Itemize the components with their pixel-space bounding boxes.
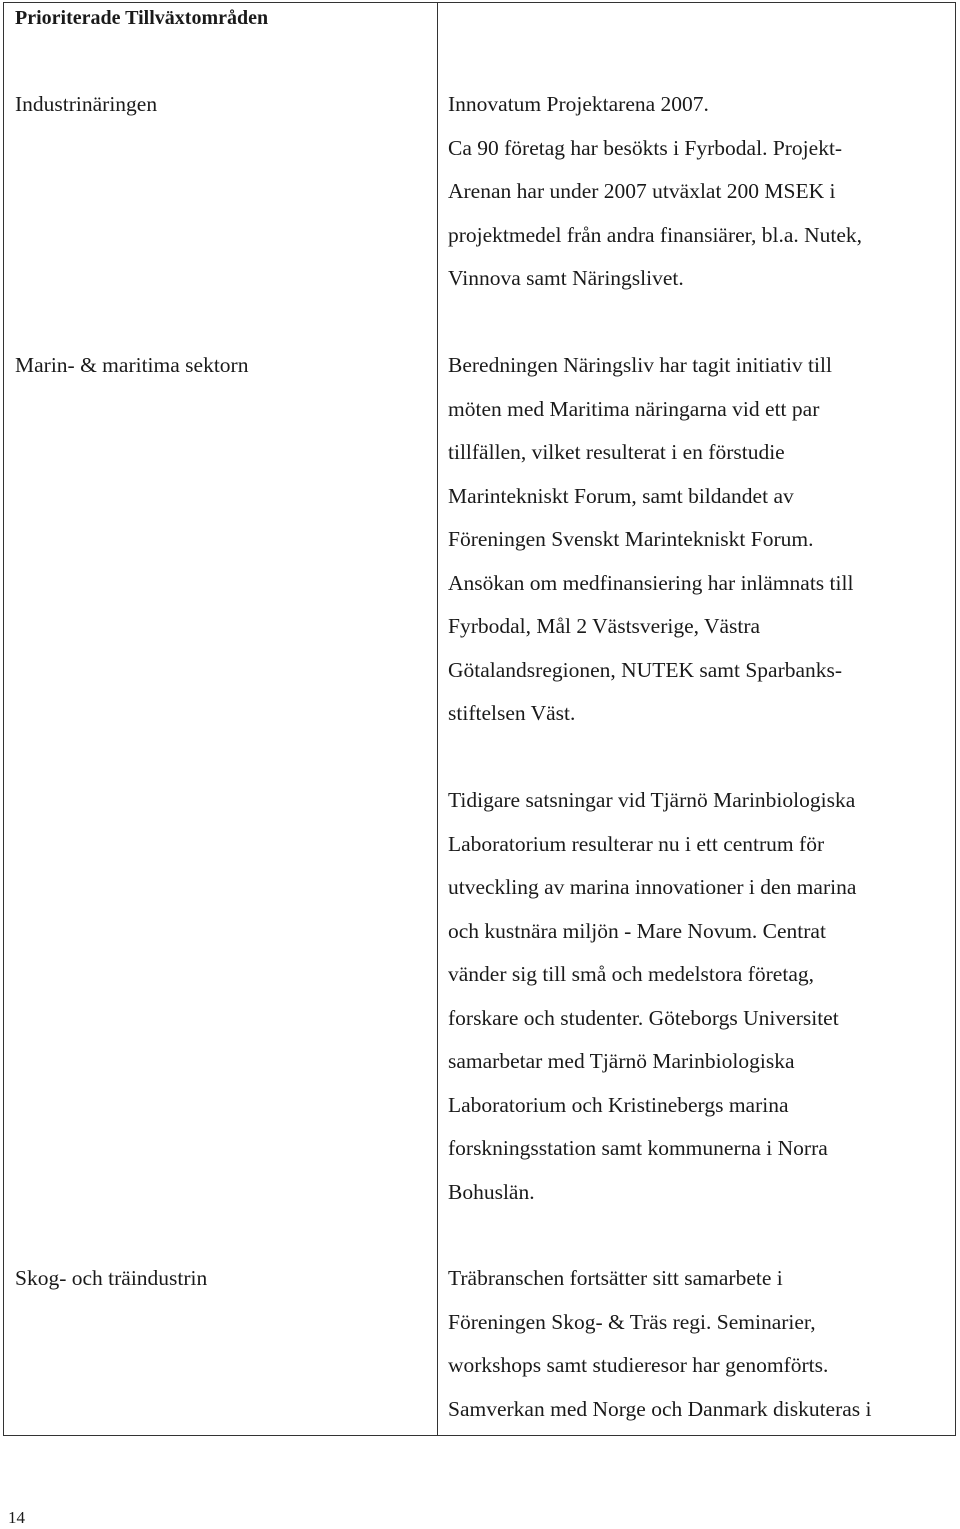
description-line: utveckling av marina innovationer i den marina (448, 875, 857, 899)
description-line: Träbranschen fortsätter sitt samarbete i (448, 1266, 783, 1290)
description-line: Vinnova samt Näringslivet. (448, 266, 684, 290)
description-line: Laboratorium resulterar nu i ett centrum för (448, 831, 825, 856)
description-line: Marintekniskt Forum, samt bildandet av (448, 483, 794, 508)
description-line: projektmedel från andra finansiärer, bl.a. Nutek, (448, 222, 863, 247)
page-number: 14 (8, 1508, 25, 1527)
description-line: vänder sig till små och medelstora företag, (448, 962, 814, 986)
description-line: Fyrbodal, Mål 2 Västsverige, Västra (448, 614, 761, 638)
description-line: Samverkan med Norge och Danmark diskuteras i (448, 1396, 872, 1421)
description-line: Götalandsregionen, NUTEK samt Sparbanks- (448, 657, 843, 682)
description-line: forskningsstation samt kommunerna i Norra (448, 1136, 828, 1160)
description-line: Arenan har under 2007 utväxlat 200 MSEK i (448, 179, 836, 203)
description-line: Tidigare satsningar vid Tjärnö Marinbiologiska (448, 788, 856, 812)
description-line: Laboratorium och Kristinebergs marina (448, 1092, 789, 1117)
table-title: Prioriterade Tillväxtområden (15, 7, 269, 29)
description-line: tillfällen, vilket resulterat i en förstudie (448, 440, 785, 464)
description-line: stiftelsen Väst. (448, 701, 576, 725)
description-line: forskare och studenter. Göteborgs Universitet (448, 1005, 839, 1030)
description-line: Ansökan om medfinansiering har inlämnats till (448, 570, 854, 595)
description-line: samarbetar med Tjärnö Marinbiologiska (448, 1049, 795, 1073)
area-label-forestry: Skog- och träindustrin (15, 1266, 208, 1290)
area-label-industry: Industrinäringen (15, 92, 158, 116)
description-line: workshops samt studieresor har genomförts. (448, 1353, 829, 1377)
description-line: Ca 90 företag har besökts i Fyrbodal. Projekt- (448, 135, 843, 160)
description-line: och kustnära miljön - Mare Novum. Centrat (448, 918, 826, 943)
description-line: möten med Maritima näringarna vid ett par (448, 396, 820, 421)
description-line: Föreningen Svenskt Marintekniskt Forum. (448, 527, 814, 551)
description-line: Föreningen Skog- & Träs regi. Seminarier, (448, 1309, 816, 1334)
area-label-marine: Marin- & maritima sektorn (15, 353, 249, 377)
description-line: Innovatum Projektarena 2007. (448, 92, 709, 116)
column-divider (437, 3, 438, 1435)
description-line: Beredningen Näringsliv har tagit initiativ till (448, 353, 832, 377)
description-line: Bohuslän. (448, 1179, 535, 1204)
